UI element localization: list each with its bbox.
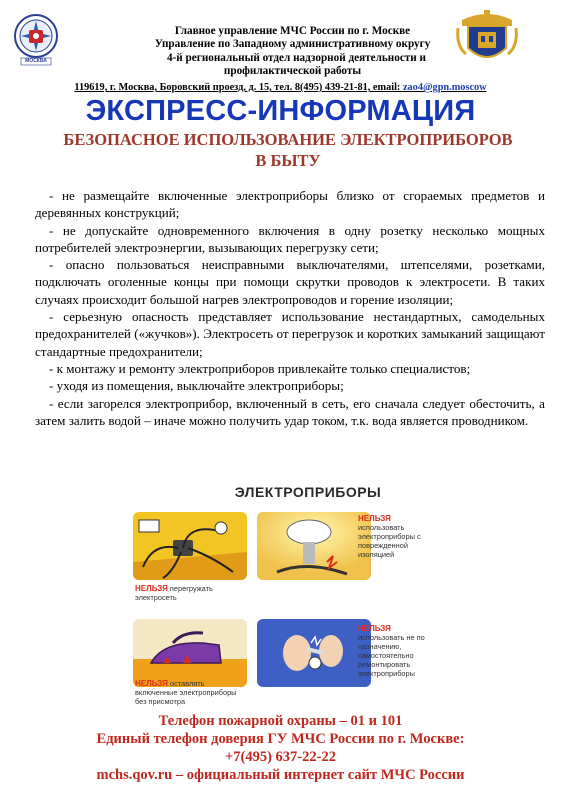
caption-text: оставлять включенные электроприборы без присмотра — [135, 679, 237, 706]
appliance-illustration — [133, 484, 443, 709]
panel-unattended — [133, 619, 247, 687]
subtitle: БЕЗОПАСНОЕ ИСПОЛЬЗОВАНИЕ ЭЛЕКТРОПРИБОРОВ В БЫТУ — [63, 130, 513, 170]
panel-overload — [133, 512, 247, 580]
rule-paragraph: - к монтажу и ремонту электроприборов привлекайте только специалистов; — [49, 360, 471, 376]
ban-label: НЕЛЬЗЯ — [135, 679, 168, 688]
page-title: ЭКСПРЕСС-ИНФОРМАЦИЯ — [85, 95, 476, 127]
header-line-3: 4-й региональный отдел надзорной деятельности и — [166, 52, 426, 64]
ban-label: НЕЛЬЗЯ — [135, 584, 168, 593]
panel-self-repair — [257, 619, 371, 687]
fire-phone-line: Телефон пожарной охраны – 01 и 101 — [158, 713, 403, 729]
rule-paragraph: - опасно пользоваться неисправными выключателями, штепселями, розетками, подключать оголенные концы при помощи скрутки проводов к электросети. В таких случаях происходит большой нагрев электропроводов и горение изоляции; — [35, 257, 545, 307]
header-line-4: профилактической работы — [223, 65, 362, 77]
rule-paragraph: - если загорелся электроприбор, включенный в сеть, его сначала следует обесточить, а затем залить водой – иначе можно получить удар током, т.к. вода является проводником. — [35, 395, 545, 428]
caption-overload — [135, 584, 250, 602]
address-line — [0, 82, 561, 93]
header-line-2: Управление по Западному административному округу — [154, 38, 431, 50]
panel-damaged-insulation — [257, 512, 371, 580]
header-line-1: Главное управление МЧС России по г. Москве — [174, 25, 411, 37]
caption-self-repair — [358, 624, 448, 678]
caption-text: использовать не по назначению, самостоятельно ремонтировать электроприборы — [358, 633, 425, 678]
rule-paragraph: - серьезную опасность представляет использование нестандартных, самодельных предохранителей («жучков»). Электросеть от перегрузок и коротких замыканий защищают стандартные предохранители; — [35, 309, 545, 359]
address-text: 119619, г. Москва, Боровский проезд, д. 15, тел. 8(495) 439-21-81, email: — [74, 82, 403, 93]
ban-label: НЕЛЬЗЯ — [358, 624, 391, 633]
safety-rules — [35, 187, 545, 429]
caption-damaged-insulation — [358, 514, 443, 559]
emblem-label: МОСКВА — [25, 58, 47, 64]
hotline-number: +7(495) 637-22-22 — [225, 749, 336, 765]
email-link[interactable]: zao4@gpn.moscow — [402, 82, 487, 93]
ban-label: НЕЛЬЗЯ — [358, 514, 391, 523]
caption-text: перегружать электросеть — [135, 584, 213, 602]
rule-paragraph: - не размещайте включенные электроприборы близко от сгораемых предметов и деревянных конструкций; — [35, 188, 545, 221]
caption-unattended — [135, 679, 245, 706]
rule-paragraph: - уходя из помещения, выключайте электроприборы; — [49, 378, 344, 394]
website-line: mchs.qov.ru – официальный интернет сайт МЧС России — [96, 767, 465, 783]
illustration-title: ЭЛЕКТРОПРИБОРЫ — [234, 484, 382, 500]
rule-paragraph: - не допускайте одновременного включения в одну розетку несколько мощных потребителей электроэнергии, вызывающих перегрузку сети; — [35, 222, 545, 255]
caption-text: использовать электроприборы с поврежденной изоляцией — [358, 523, 421, 559]
hotline-line: Единый телефон доверия ГУ МЧС России по г. Москве: — [96, 731, 465, 747]
